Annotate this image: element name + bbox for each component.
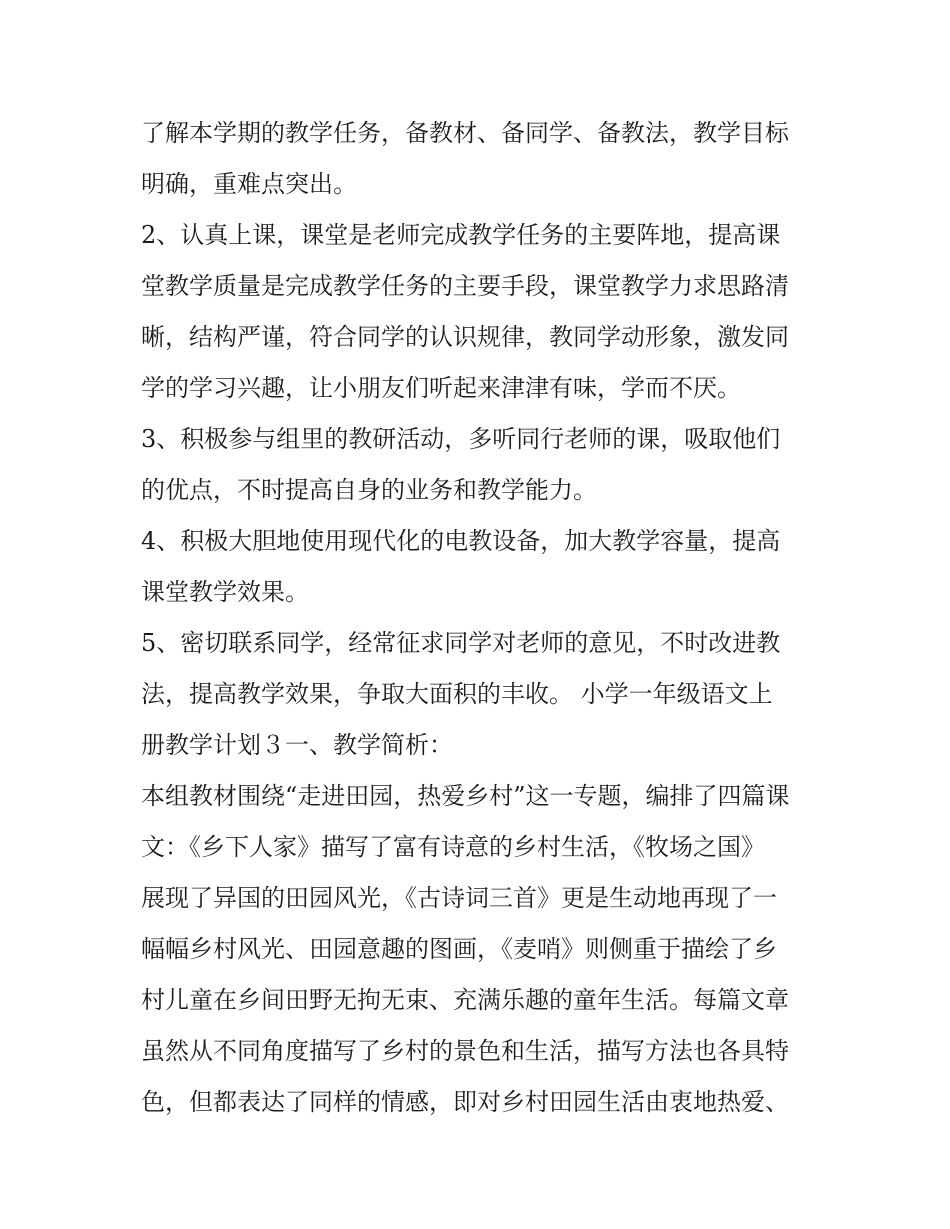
text-line: 了解本学期的教学任务，备教材、备同学、备教法，教学目标 (141, 119, 789, 147)
text-line: 展现了异国的田园风光，《古诗词三首》更是生动地再现了一 (141, 884, 777, 912)
text-line: 的优点，不时提高自身的业务和教学能力。 (141, 476, 597, 504)
text-line: 文：《乡下人家》描写了富有诗意的乡村生活，《牧场之国》 (141, 833, 765, 861)
text-line: 幅幅乡村风光、田园意趣的图画，《麦哨》则侧重于描绘了乡 (141, 935, 777, 963)
text-line: 明确，重难点突出。 (141, 170, 357, 198)
text-line: 4、积极大胆地使用现代化的电教设备，加大教学容量，提高 (141, 527, 781, 555)
text-line: 堂教学质量是完成教学任务的主要手段，课堂教学力求思路清 (141, 272, 789, 300)
text-line: 3、积极参与组里的教研活动，多听同行老师的课，吸取他们 (141, 425, 781, 453)
text-line: 课堂教学效果。 (141, 578, 309, 606)
text-line: 5、密切联系同学，经常征求同学对老师的意见，不时改进教 (141, 629, 781, 657)
text-line: 2、认真上课，课堂是老师完成教学任务的主要阵地，提高课 (141, 221, 781, 249)
text-line: 虽然从不同角度描写了乡村的景色和生活，描写方法也各具特 (141, 1037, 789, 1065)
text-line: 册教学计划３一、教学简析： (141, 731, 453, 759)
text-line: 晰，结构严谨，符合同学的认识规律，教同学动形象，激发同 (141, 323, 789, 351)
document-body (141, 108, 821, 1128)
text-line: 色，但都表达了同样的情感，即对乡村田园生活由衷地热爱、 (141, 1088, 789, 1116)
text-line: 法，提高教学效果，争取大面积的丰收。 小学一年级语文上 (141, 680, 773, 708)
text-line: 学的学习兴趣，让小朋友们听起来津津有味，学而不厌。 (141, 374, 741, 402)
text-line: 本组教材围绕“走进田园，热爱乡村”这一专题，编排了四篇课 (141, 782, 790, 810)
text-line: 村儿童在乡间田野无拘无束、充满乐趣的童年生活。每篇文章 (141, 986, 789, 1014)
